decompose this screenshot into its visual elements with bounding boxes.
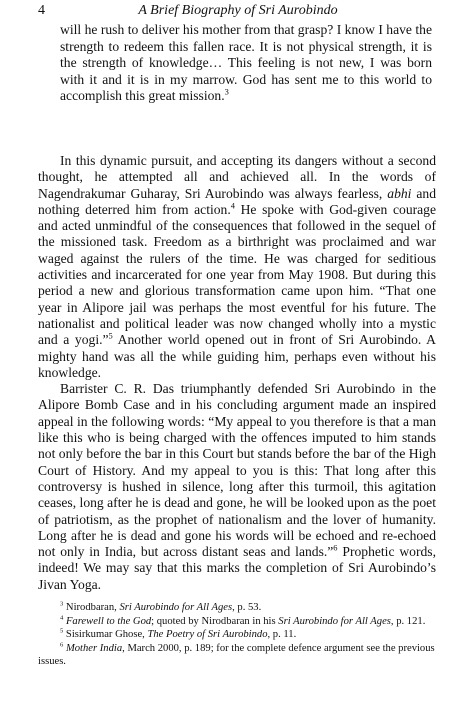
body-text <box>38 153 436 593</box>
footnote-text: Sisirkumar Ghose, <box>63 629 148 641</box>
footnote-text: , p. 11. <box>267 629 297 641</box>
footnote-text: , March 2000, p. 189; for the complete defence argument see the previous issues. <box>38 643 435 668</box>
footnote-4 <box>38 615 436 628</box>
footnote-text: ; quoted by Nirodbaran in his <box>151 615 279 627</box>
footnote-3 <box>38 601 436 614</box>
paragraph-text: Barrister C. R. Das triumphantly defended Sri Aurobindo in the Alipore Bomb Case and in his concluding argument made an inspired appeal in the following words: “My appeal to you therefore is that a man like this who is being charged with the offences imputed to him stands not only before the bar in this Court but stands before the bar of the High Court of History. And my appeal to you is this: That long after this controversy is hushed in silence, long after this turmoil, this agitation ceases, long after he is dead and gone, he will be looked upon as the poet of patriotism, as the prophet of nationalism and the lover of humanity. Long after he is dead and gone his words will be echoed and re-echoed not only in India, but across distant seas and lands.” <box>38 381 436 560</box>
footnote-title: Sri Aurobindo for All Ages <box>278 615 391 627</box>
footnote-ref-3: 3 <box>224 86 229 97</box>
footnote-title: Mother India <box>65 643 123 655</box>
paragraph-text: Another world opened out in front of Sri Aurobindo. A mighty hand was all the while guiding him, perhaps even without his knowledge. <box>38 332 437 380</box>
page-header <box>38 3 438 23</box>
footnote-ref-6: 6 <box>333 542 338 553</box>
paragraph-text: He spoke with God-given courage and acted unmindful of the consequences that followed in the sequel of the missioned task. Freedom as a birthright was proclaimed and war waged against the rulers of the time. He was charged for seditious activities and incarcerated for one year from May 1908. But during this period a new and glorious transformation came upon him. “That one year in Alipore jail was perhaps the most eventful for his future. The nationalist and political leader was now changed wholly into a mystic and a yogi.” <box>38 201 437 348</box>
footnote-title: Farewell to the God <box>65 615 152 627</box>
footnotes <box>38 601 436 669</box>
footnote-title: The Poetry of Sri Aurobindo <box>147 629 268 641</box>
footnote-text: , p. 121. <box>390 615 426 627</box>
paragraph-cr-das <box>38 381 436 593</box>
paragraph-text: Prophetic words, indeed! We may say that this marks the completion of Sri Aurobindo’s Jivan Yoga. <box>38 544 436 592</box>
footnote-number: 6 <box>60 641 64 649</box>
footnote-text: , p. 53. <box>232 602 262 613</box>
block-quote <box>60 22 432 105</box>
footnote-text: Nirodbaran, <box>63 602 120 613</box>
footnote-6 <box>38 642 436 668</box>
footnote-number: 4 <box>60 614 64 622</box>
footnote-ref-5: 5 <box>108 330 113 341</box>
footnote-number: 5 <box>60 627 64 635</box>
footnote-title: Sri Aurobindo for All Ages <box>119 602 233 613</box>
quote-text: will he rush to deliver his mother from that grasp? I know I have the strength to redeem this fallen race. It is not physical strength, it is the strength of knowledge… This feeling is not new, I was born with it and it is in my marrow. God has sent me to this world to accomplish this great mission. <box>60 22 432 104</box>
running-head: A Brief Biography of Sri Aurobindo <box>138 3 338 18</box>
footnote-ref-4: 4 <box>230 200 235 211</box>
footnote-number: 3 <box>60 600 64 608</box>
page-number: 4 <box>38 3 45 18</box>
paragraph-text: and nothing deterred him from action. <box>38 185 437 217</box>
footnote-5 <box>38 628 436 641</box>
italic-word-abhi: abhi <box>387 185 412 201</box>
paragraph-text: In this dynamic pursuit, and accepting its dangers without a second thought, he attempted all and achieved all. In the words of Nagendrakumar Guharay, Sri Aurobindo was always fearless, <box>38 153 436 201</box>
paragraph-dynamic-pursuit <box>38 153 436 381</box>
